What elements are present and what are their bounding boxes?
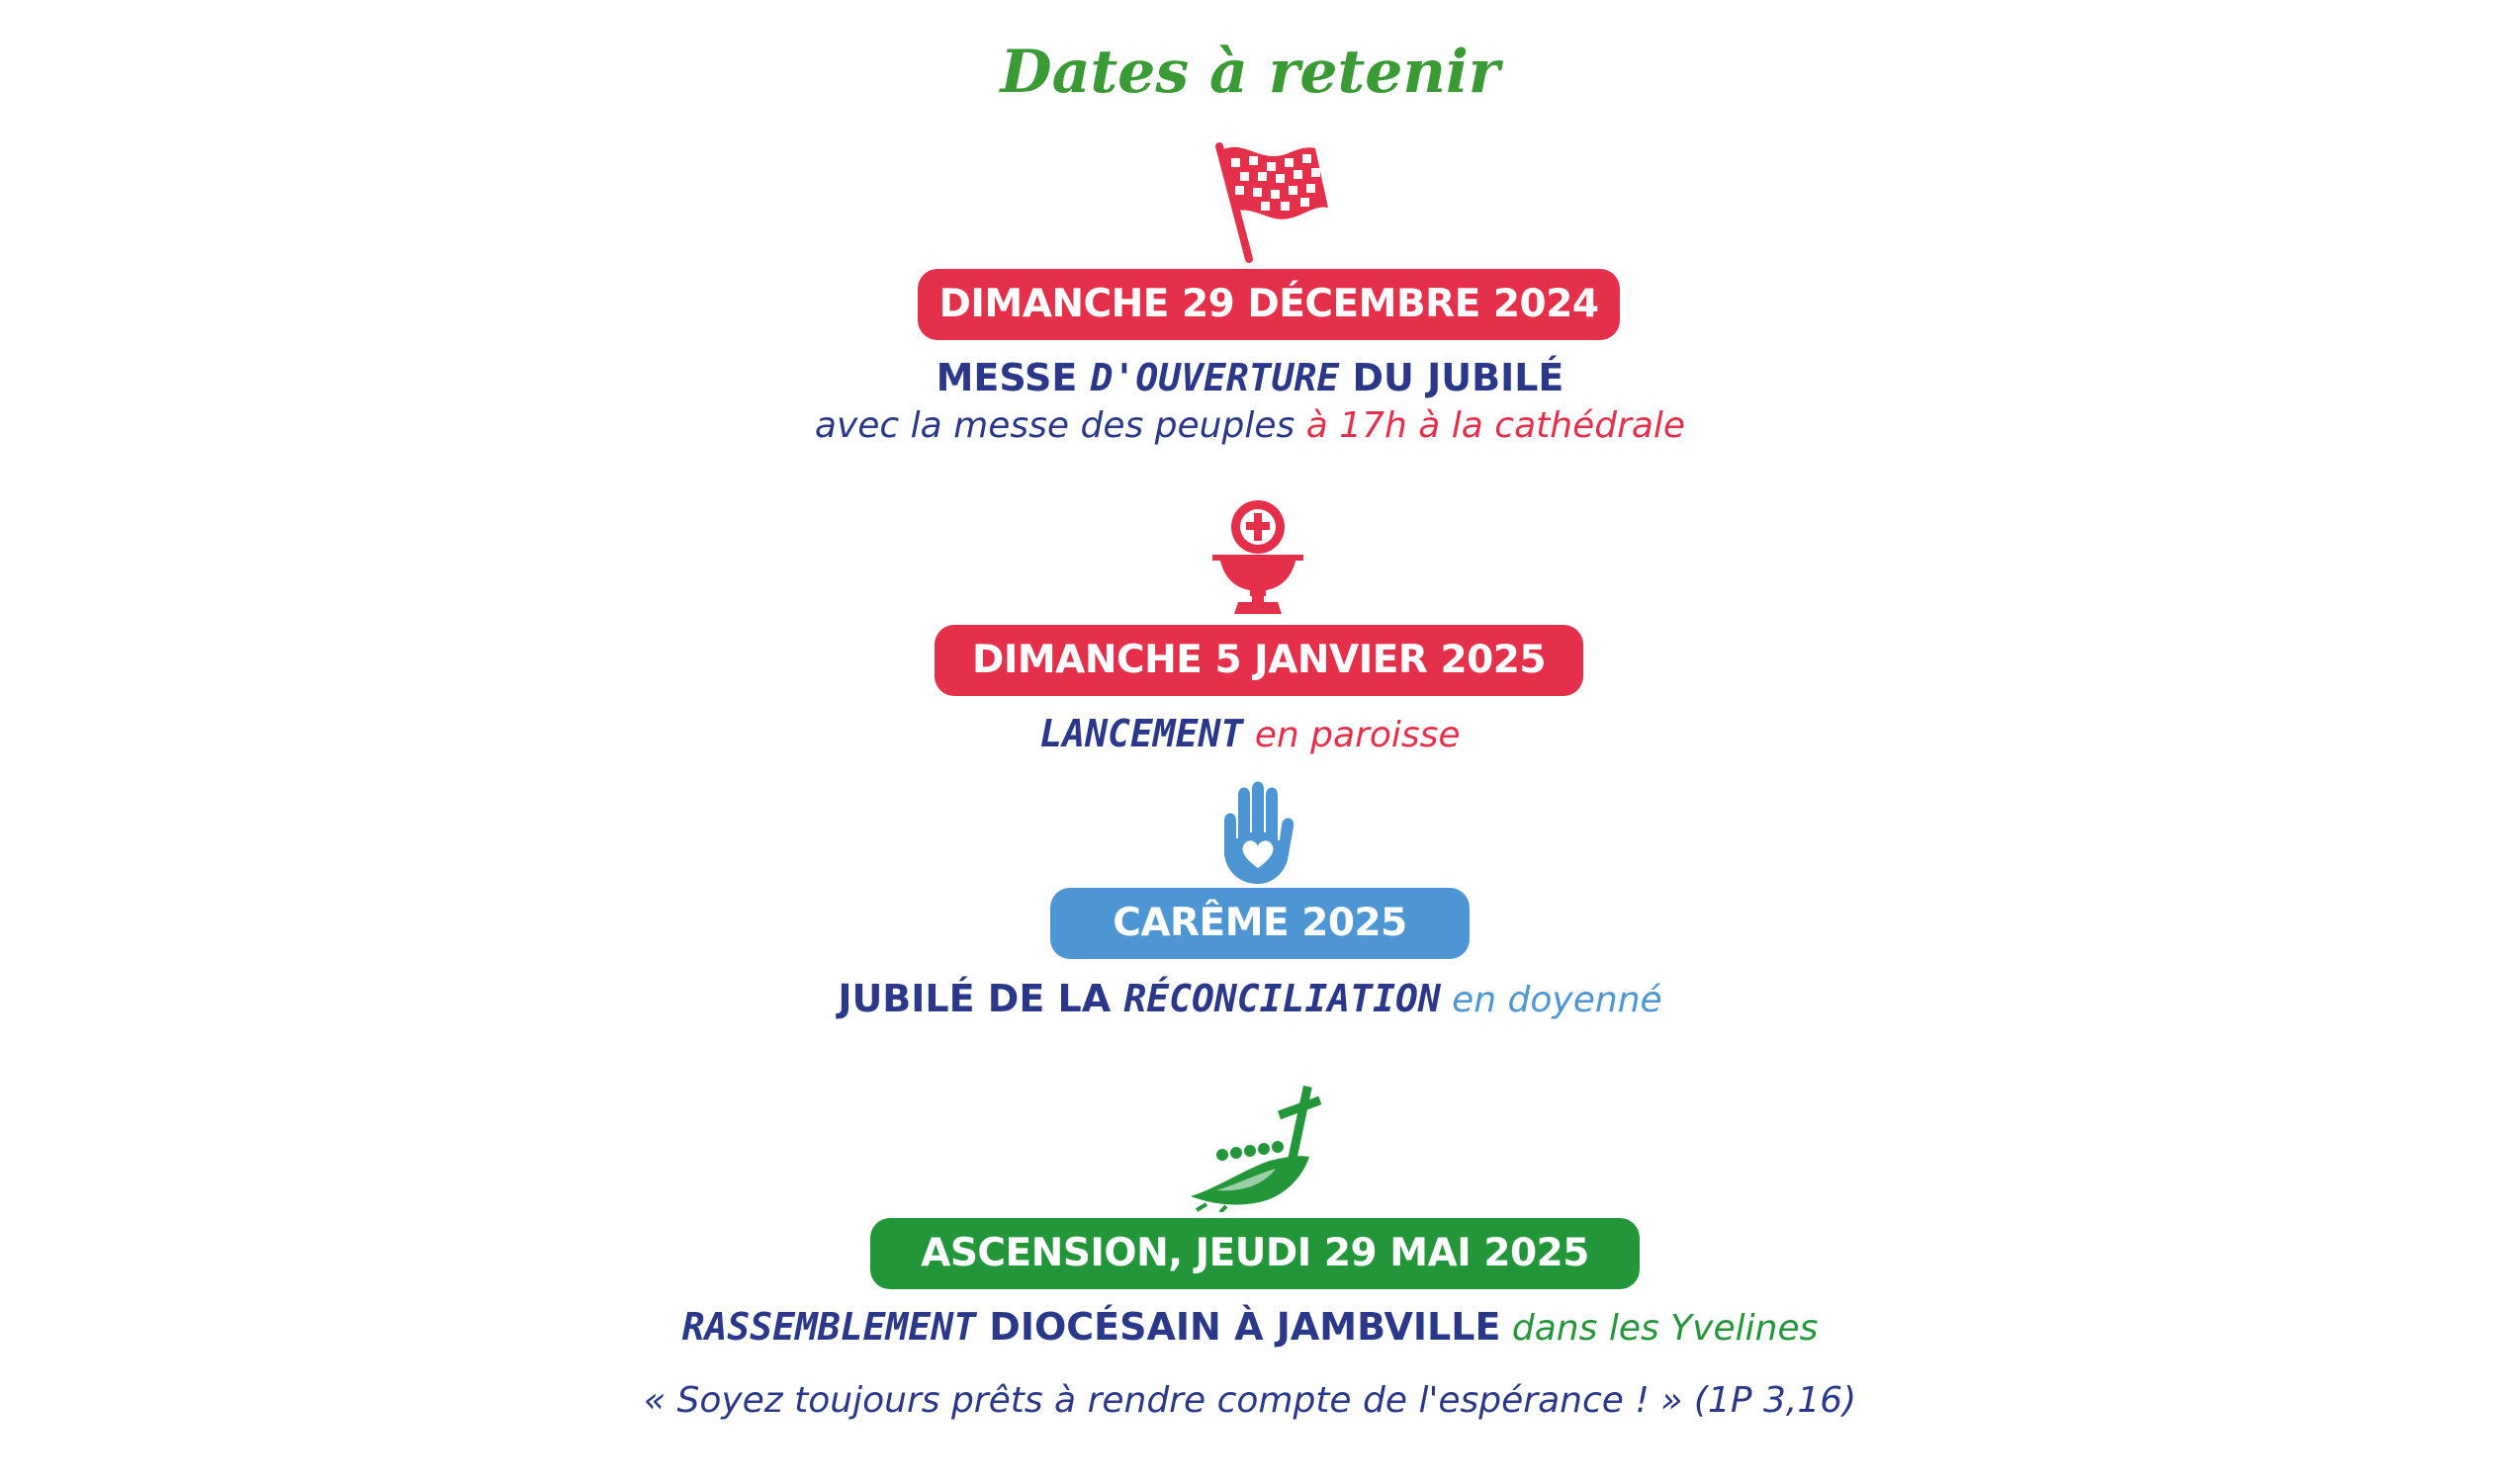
event-heading <box>0 1305 2500 1349</box>
pilgrim-boat-cross-icon <box>1187 1084 1335 1212</box>
page-title: Dates à retenir <box>1000 38 1500 107</box>
detail-text-accent: en doyenné <box>1440 980 1662 1020</box>
event-heading <box>0 356 2500 399</box>
event-date-badge: DIMANCHE 5 JANVIER 2025 <box>935 625 1583 696</box>
event-heading <box>0 977 2500 1020</box>
event-date-badge: DIMANCHE 29 DÉCEMBRE 2024 <box>918 269 1620 340</box>
detail-text-accent: en paroisse <box>1243 715 1461 755</box>
heading-text: DIOCÉSAIN À JAMBVILLE <box>976 1305 1501 1349</box>
heading-text-accent: D'OUVERTURE <box>1090 356 1340 399</box>
chalice-host-icon <box>1208 499 1307 616</box>
heading-text-accent: RÉCONCILIATION <box>1123 977 1441 1020</box>
event-date-badge: CARÊME 2025 <box>1050 888 1470 959</box>
heading-text: JUBILÉ DE LA <box>838 977 1124 1020</box>
heading-text-accent: RASSEMBLEMENT <box>681 1305 977 1349</box>
heading-text: DU JUBILÉ <box>1339 356 1564 399</box>
detail-text-accent: à 17h à la cathédrale <box>1305 405 1686 446</box>
event-detail <box>0 405 2500 446</box>
event-heading <box>0 712 2500 755</box>
checkered-flag-icon <box>1202 138 1330 265</box>
detail-text-accent: dans les Yvelines <box>1500 1308 1819 1349</box>
hand-heart-icon <box>1210 781 1305 890</box>
event-date-badge: ASCENSION, JEUDI 29 MAI 2025 <box>870 1218 1640 1289</box>
detail-text: avec la messe des peuples <box>814 405 1306 446</box>
heading-text-accent: LANCEMENT <box>1039 712 1244 755</box>
scripture-quote: « Soyez toujours prêts à rendre compte de l'espérance ! » (1P 3,16) <box>643 1380 1857 1421</box>
heading-text: MESSE <box>936 356 1091 399</box>
